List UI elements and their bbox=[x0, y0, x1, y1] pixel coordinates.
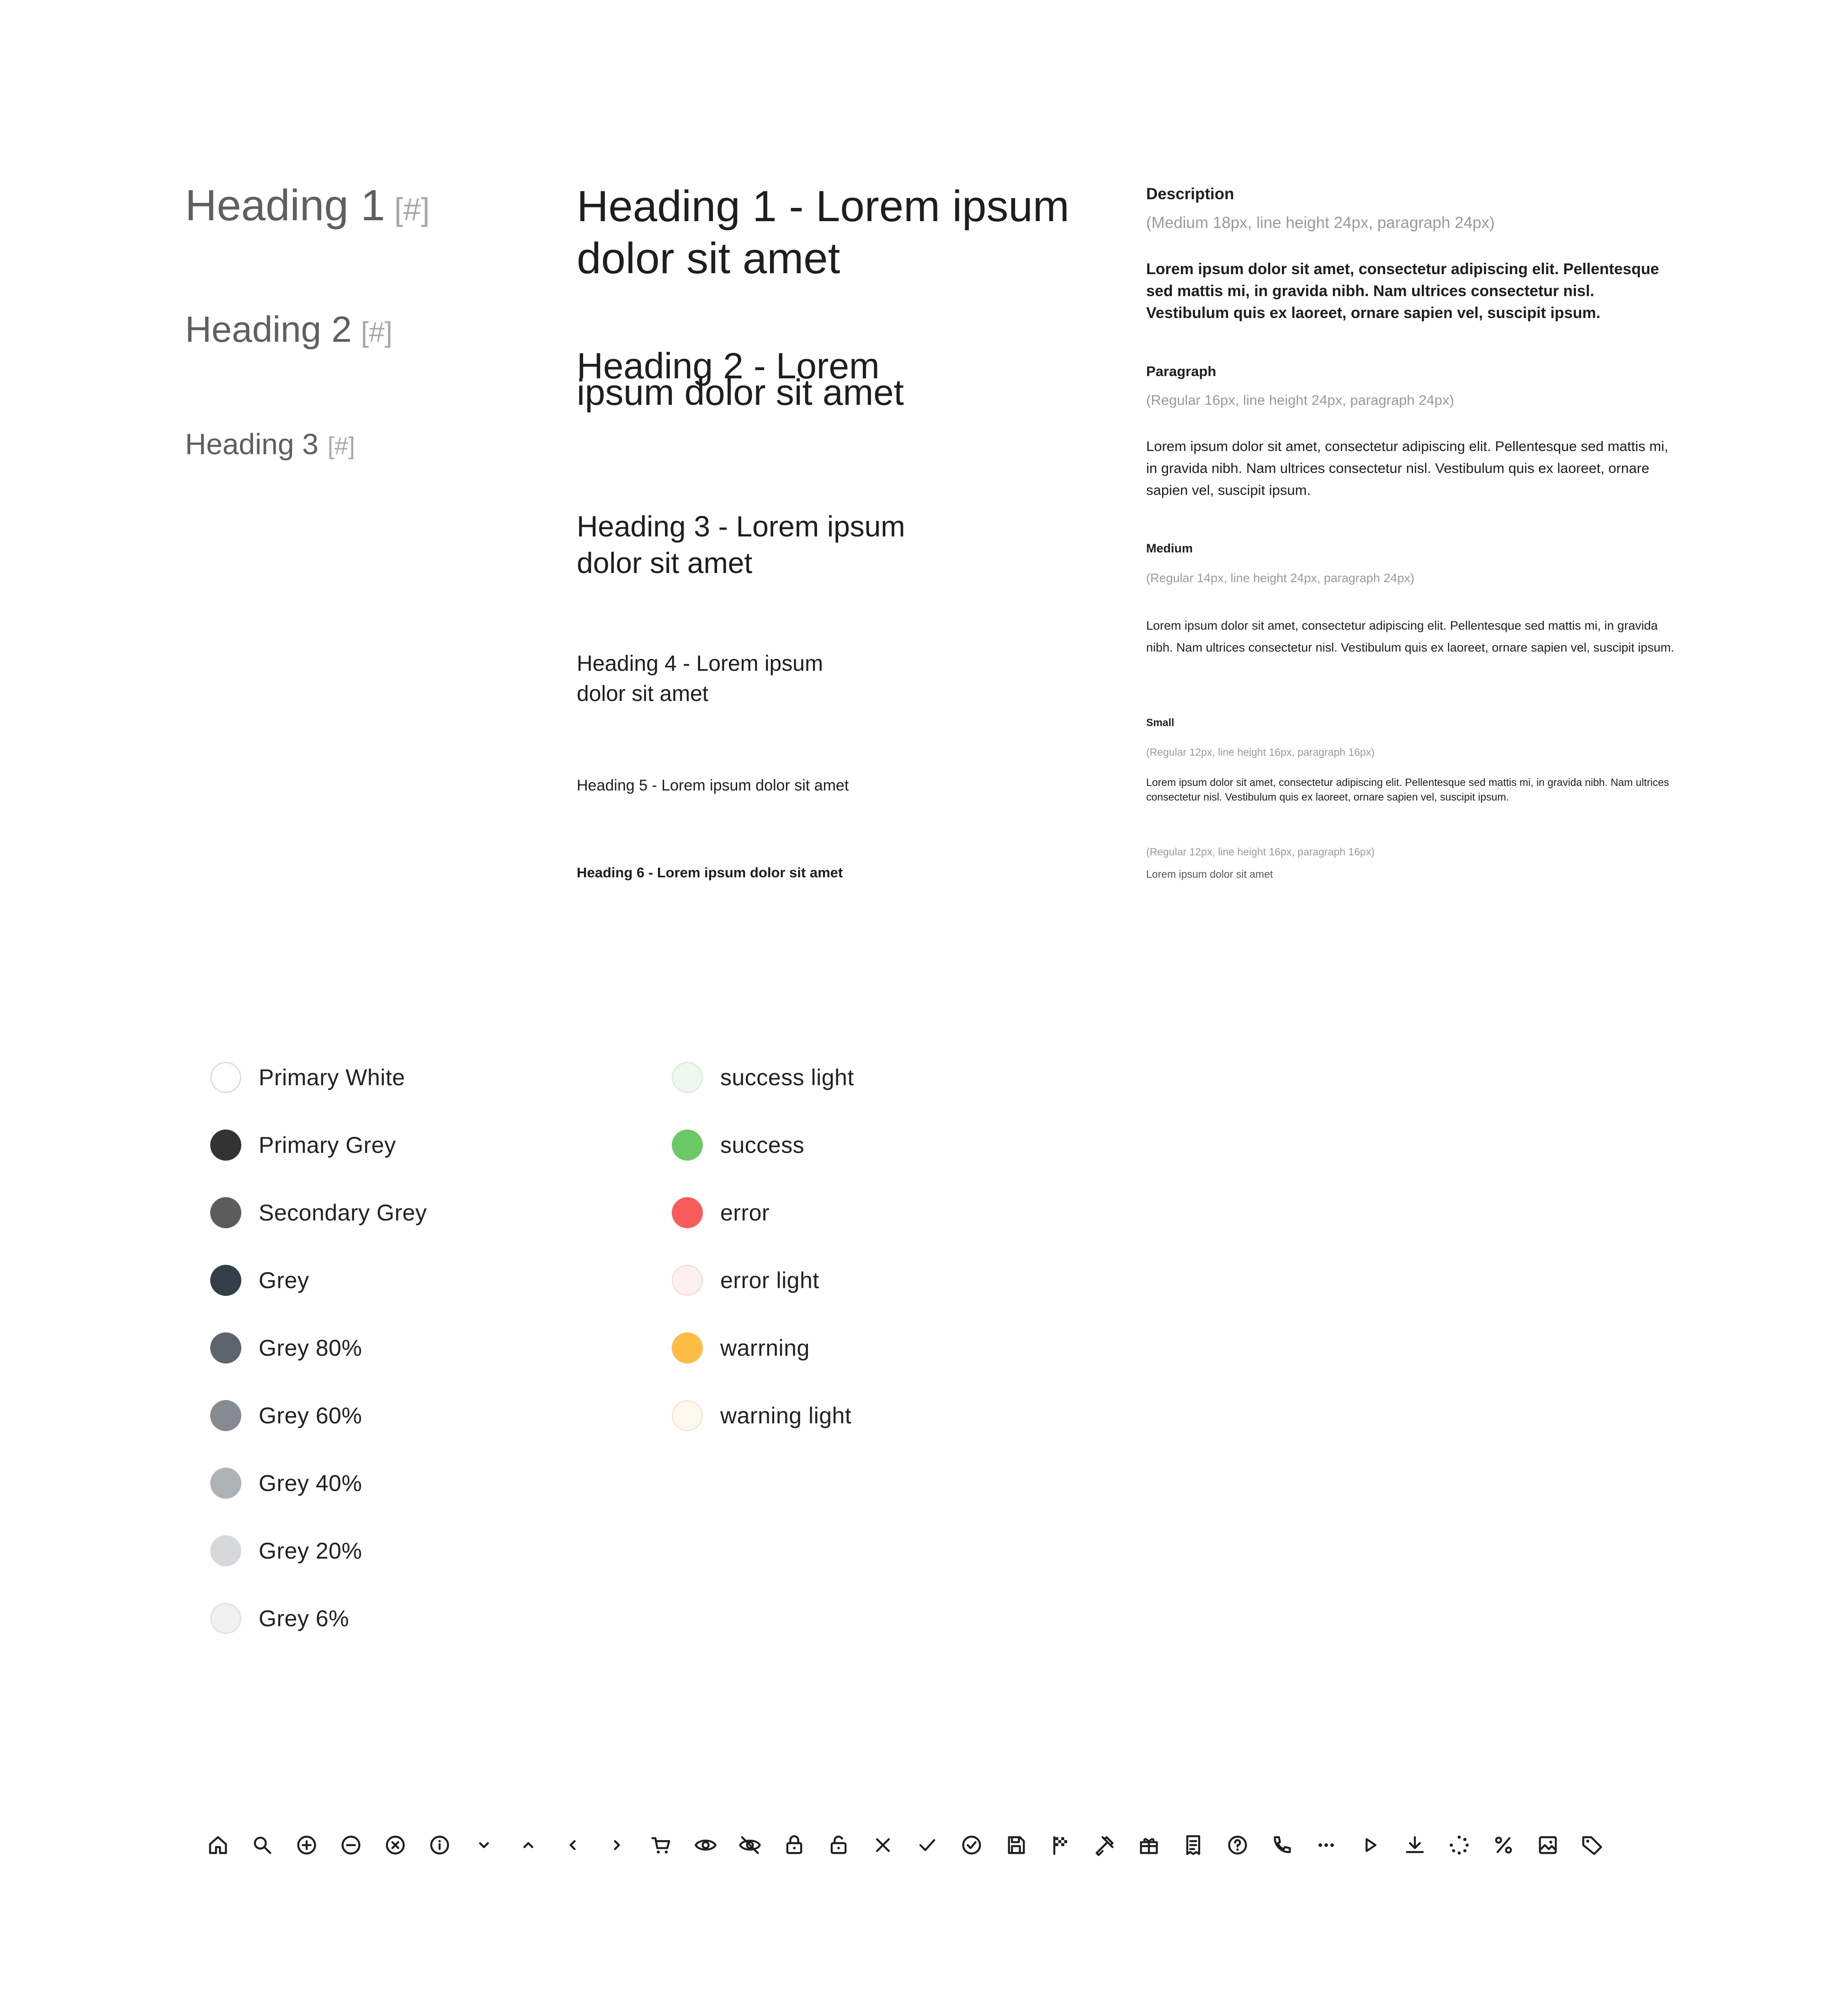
heading-label-1-text: Heading 1 bbox=[185, 181, 385, 230]
image-icon[interactable] bbox=[1536, 1833, 1560, 1857]
color-swatch-label: Secondary Grey bbox=[259, 1200, 427, 1226]
tools-icon[interactable] bbox=[1093, 1833, 1116, 1857]
color-swatch-row bbox=[210, 1262, 309, 1299]
color-swatch-label: success light bbox=[720, 1065, 854, 1090]
percent-icon[interactable] bbox=[1492, 1833, 1515, 1857]
heading-3-sample: Heading 3 - Lorem ipsum dolor sit amet bbox=[577, 510, 905, 579]
spec-small-detail: (Regular 12px, line height 16px, paragraph 16px) bbox=[1146, 746, 1375, 758]
save-icon[interactable] bbox=[1004, 1833, 1028, 1857]
color-swatch-dot bbox=[210, 1197, 241, 1228]
spec-description-detail: (Medium 18px, line height 24px, paragraph 24px) bbox=[1146, 214, 1495, 232]
cart-icon[interactable] bbox=[649, 1833, 673, 1857]
color-swatch-label: error bbox=[720, 1200, 770, 1226]
color-swatch-dot bbox=[672, 1197, 703, 1228]
color-swatch-label: error light bbox=[720, 1268, 819, 1293]
spec-caption-body: Lorem ipsum dolor sit amet bbox=[1146, 868, 1273, 880]
heading-2-sample: Heading 2 - Lorem ipsum dolor sit amet bbox=[577, 345, 904, 413]
color-swatch-row bbox=[210, 1194, 427, 1231]
heading-label-3 bbox=[185, 427, 355, 461]
color-swatch-dot bbox=[210, 1400, 241, 1431]
color-swatch-dot bbox=[672, 1130, 703, 1161]
spec-paragraph-detail: (Regular 16px, line height 24px, paragraph 24px) bbox=[1146, 392, 1454, 408]
heading-6-sample: Heading 6 - Lorem ipsum dolor sit amet bbox=[577, 865, 843, 881]
color-swatch-row bbox=[672, 1397, 851, 1434]
lock-icon[interactable] bbox=[782, 1833, 806, 1857]
color-swatch-dot bbox=[672, 1400, 703, 1431]
heading-1-sample: Heading 1 - Lorem ipsum dolor sit amet bbox=[577, 182, 1069, 283]
spec-paragraph-title: Paragraph bbox=[1146, 363, 1217, 379]
color-swatch-row bbox=[210, 1465, 362, 1501]
color-swatch-label: Grey 6% bbox=[259, 1606, 350, 1631]
close-icon[interactable] bbox=[871, 1833, 895, 1857]
color-swatch-label: Grey 40% bbox=[259, 1470, 362, 1496]
color-swatch-row bbox=[672, 1127, 804, 1163]
spec-caption-detail: (Regular 12px, line height 16px, paragraph 16px) bbox=[1146, 846, 1375, 858]
color-swatch-dot bbox=[210, 1062, 241, 1093]
play-icon[interactable] bbox=[1359, 1833, 1382, 1857]
spec-small-title: Small bbox=[1146, 716, 1174, 728]
color-swatch-row bbox=[210, 1330, 362, 1366]
color-swatch-label: Grey bbox=[259, 1268, 309, 1293]
color-swatch-dot bbox=[210, 1332, 241, 1363]
color-swatch-row bbox=[210, 1600, 349, 1637]
color-swatch-label: Primary Grey bbox=[259, 1132, 396, 1158]
anchor-tag: [#] bbox=[327, 432, 355, 460]
color-swatch-row bbox=[672, 1330, 810, 1366]
spec-medium-title: Medium bbox=[1146, 541, 1193, 555]
color-swatch-dot bbox=[672, 1332, 703, 1363]
heading-label-2-text: Heading 2 bbox=[185, 309, 352, 350]
check-circle-icon[interactable] bbox=[960, 1833, 983, 1857]
chevron-down-icon[interactable] bbox=[472, 1833, 496, 1857]
unlock-icon[interactable] bbox=[827, 1833, 850, 1857]
color-swatch-row bbox=[672, 1194, 770, 1231]
heading-label-1 bbox=[185, 180, 430, 231]
color-swatch-label: Grey 20% bbox=[259, 1538, 362, 1564]
color-swatch-row bbox=[210, 1533, 362, 1569]
color-swatch-dot bbox=[210, 1265, 241, 1296]
color-swatch-dot bbox=[210, 1130, 241, 1161]
chevron-up-icon[interactable] bbox=[516, 1833, 540, 1857]
color-swatch-row bbox=[210, 1059, 405, 1096]
help-icon[interactable] bbox=[1226, 1833, 1249, 1857]
phone-icon[interactable] bbox=[1270, 1833, 1294, 1857]
color-swatch-dot bbox=[210, 1468, 241, 1499]
heading-4-sample: Heading 4 - Lorem ipsum dolor sit amet bbox=[577, 652, 823, 706]
color-swatch-dot bbox=[672, 1062, 703, 1093]
chevron-left-icon[interactable] bbox=[561, 1833, 585, 1857]
anchor-tag: [#] bbox=[394, 191, 430, 227]
color-swatch-label: Primary White bbox=[259, 1065, 405, 1090]
anchor-tag: [#] bbox=[361, 317, 393, 348]
color-swatch-label: warrning bbox=[720, 1335, 810, 1361]
spec-medium-body: Lorem ipsum dolor sit amet, consectetur adipiscing elit. Pellentesque sed mattis mi, in gravida nibh. Nam ultrices consectetur nisl. Vestibulum quis ex laoreet, ornare sapien vel, suscipit ipsum. bbox=[1146, 619, 1674, 654]
color-swatch-label: Grey 80% bbox=[259, 1335, 362, 1361]
spec-medium-detail: (Regular 14px, line height 24px, paragraph 24px) bbox=[1146, 571, 1414, 585]
loader-icon[interactable] bbox=[1447, 1833, 1471, 1857]
eye-icon[interactable] bbox=[694, 1833, 717, 1857]
heading-label-3-text: Heading 3 bbox=[185, 428, 319, 461]
heading-label-2 bbox=[185, 308, 393, 350]
color-swatch-row bbox=[210, 1397, 362, 1434]
color-swatch-row bbox=[210, 1127, 396, 1163]
more-icon[interactable] bbox=[1314, 1833, 1338, 1857]
minus-circle-icon[interactable] bbox=[339, 1833, 363, 1857]
color-swatch-label: warning light bbox=[720, 1403, 852, 1428]
color-swatch-label: Grey 60% bbox=[259, 1403, 362, 1428]
color-swatch-dot bbox=[672, 1265, 703, 1296]
color-swatch-row bbox=[672, 1262, 819, 1299]
plus-circle-icon[interactable] bbox=[295, 1833, 319, 1857]
home-icon[interactable] bbox=[206, 1833, 230, 1857]
receipt-icon[interactable] bbox=[1181, 1833, 1205, 1857]
tag-icon[interactable] bbox=[1580, 1833, 1604, 1857]
color-swatch-label: success bbox=[720, 1132, 805, 1158]
eye-off-icon[interactable] bbox=[738, 1833, 762, 1857]
search-icon[interactable] bbox=[250, 1833, 274, 1857]
chevron-right-icon[interactable] bbox=[605, 1833, 629, 1857]
check-icon[interactable] bbox=[915, 1833, 939, 1857]
flag-icon[interactable] bbox=[1048, 1833, 1072, 1857]
close-circle-icon[interactable] bbox=[383, 1833, 407, 1857]
spec-description-title: Description bbox=[1146, 185, 1234, 203]
gift-icon[interactable] bbox=[1137, 1833, 1161, 1857]
color-swatch-dot bbox=[210, 1535, 241, 1566]
color-swatch-row bbox=[672, 1059, 854, 1096]
heading-5-sample: Heading 5 - Lorem ipsum dolor sit amet bbox=[577, 777, 849, 794]
download-icon[interactable] bbox=[1403, 1833, 1427, 1857]
spec-paragraph-body: Lorem ipsum dolor sit amet, consectetur adipiscing elit. Pellentesque sed mattis mi, in gravida nibh. Nam ultrices consectetur nisl. Vestibulum quis ex laoreet, ornare sapien vel, suscipit ipsum. bbox=[1146, 438, 1669, 498]
spec-description-body: Lorem ipsum dolor sit amet, consectetur adipiscing elit. Pellentesque sed mattis mi, in gravida nibh. Nam ultrices consectetur nisl. Vestibulum quis ex laoreet, ornare sapien vel, suscipit ipsum. bbox=[1146, 260, 1659, 322]
spec-small-body: Lorem ipsum dolor sit amet, consectetur adipiscing elit. Pellentesque sed mattis mi, in gravida nibh. Nam ultrices consectetur nisl. Vestibulum quis ex laoreet, ornare sapien vel, suscipit ipsum. bbox=[1146, 776, 1669, 803]
color-swatch-dot bbox=[210, 1603, 241, 1634]
info-icon[interactable] bbox=[428, 1833, 452, 1857]
